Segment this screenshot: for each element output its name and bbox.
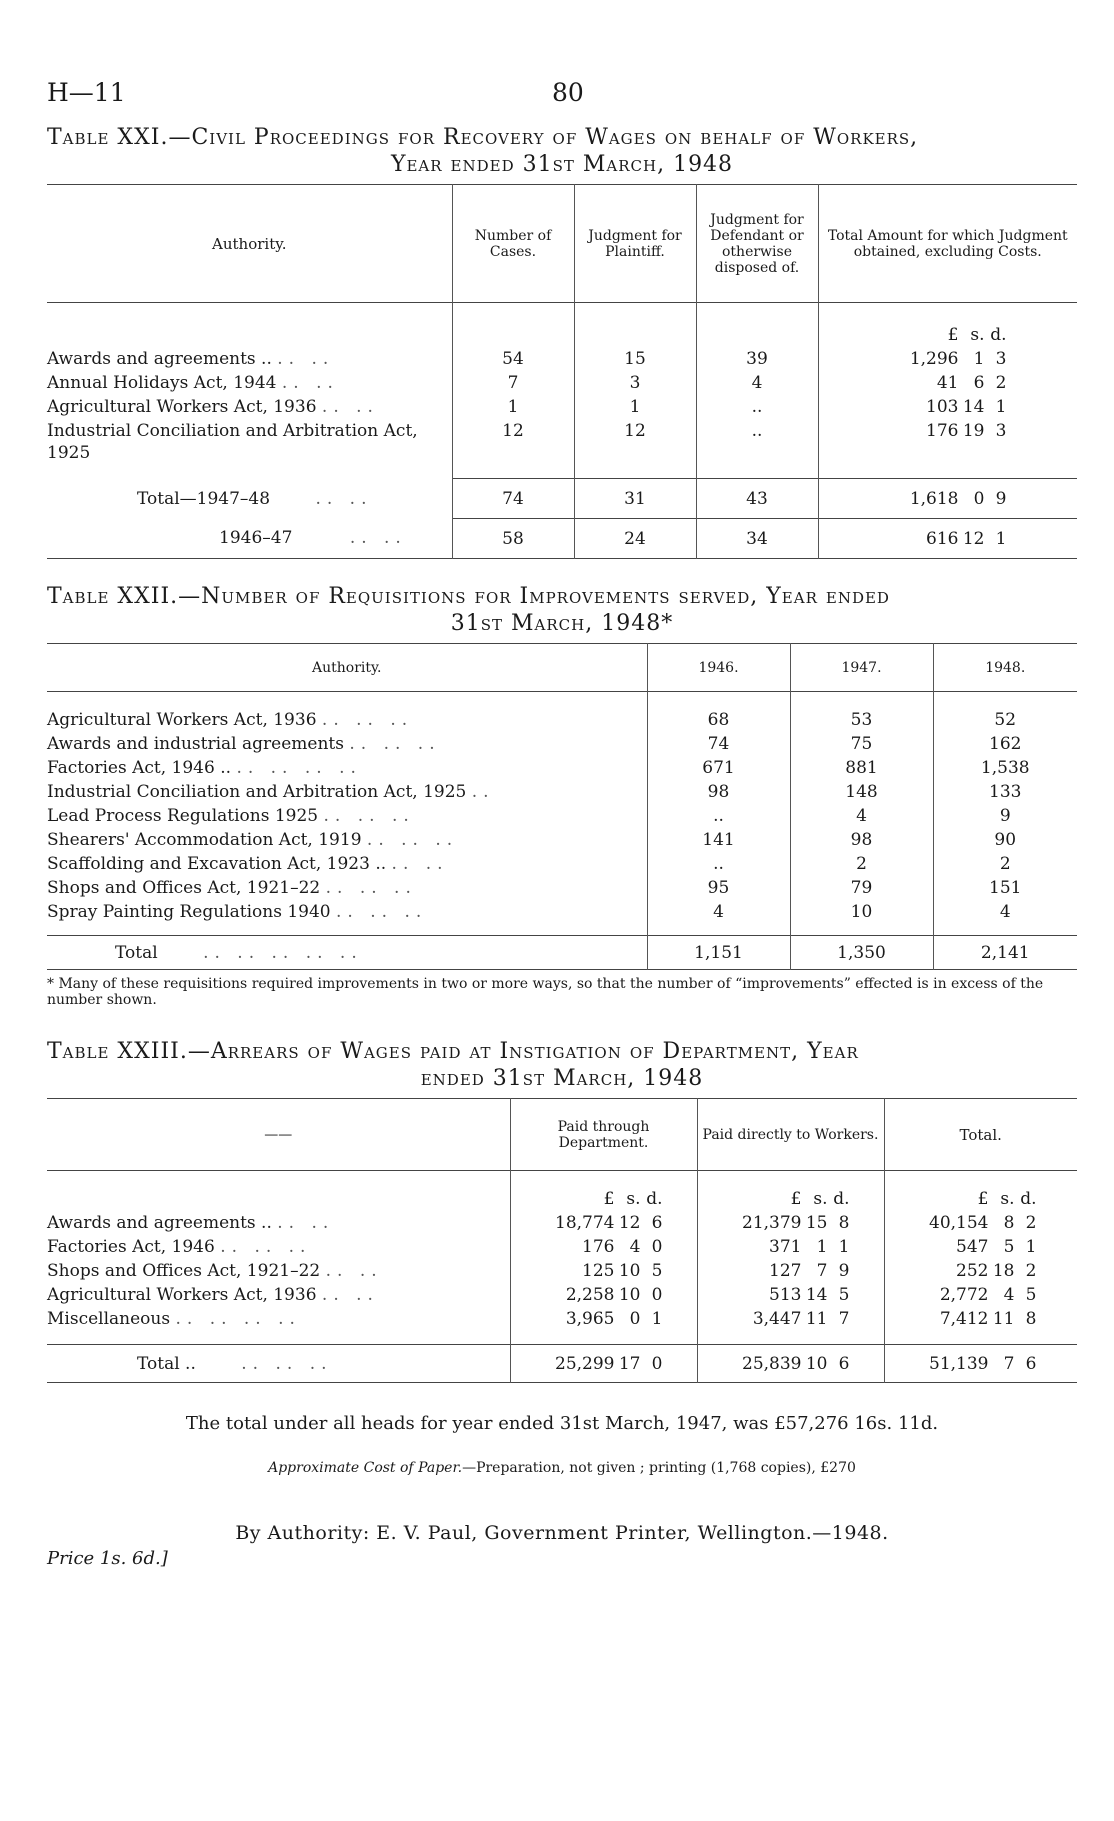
col-1946: 1946. [647, 644, 790, 692]
col-1948: 1948. [933, 644, 1077, 692]
table-row: Lead Process Regulations 1925 .. .. .. .. 4 9 [47, 804, 1077, 828]
col-total-amount: Total Amount for which Judgment obtained, excluding Costs. [818, 185, 1077, 303]
price-note: Price 1s. 6d.] [47, 1548, 168, 1569]
report-code: H—11 [47, 78, 126, 107]
table-row: Shearers' Accommodation Act, 1919 .. .. .. 141 98 90 [47, 828, 1077, 852]
col-paid-department: Paid through Department. [510, 1099, 697, 1171]
col-1947: 1947. [790, 644, 933, 692]
table-row: Agricultural Workers Act, 1936 .. .. .. 68 53 52 [47, 708, 1077, 732]
money-units: £ s. d. £ s. d. £ s. d. [47, 1171, 1077, 1211]
col-plaintiff: Judgment for Plaintiff. [574, 185, 696, 303]
cost-text: —Preparation, not given ; printing (1,768 copies), £270 [462, 1460, 856, 1476]
table-21 [47, 184, 1077, 559]
page-number: 80 [552, 78, 584, 107]
table-row: Industrial Conciliation and Arbitration Act, 1925 .. 98 148 133 [47, 780, 1077, 804]
col-authority: Authority. [312, 659, 382, 676]
total-row: Total—1947–48 .. .. 74 31 43 1,618 0 9 [47, 479, 1077, 519]
printer-imprint: By Authority: E. V. Paul, Government Printer, Wellington.—1948. [235, 1522, 889, 1544]
table-row: Awards and industrial agreements .. .. .. 74 75 162 [47, 732, 1077, 756]
table-row: Factories Act, 1946 .. .. .. 176 4 0 371 1 1 547 5 1 [47, 1235, 1077, 1259]
col-paid-workers: Paid directly to Workers. [697, 1099, 884, 1171]
col-total: Total. [884, 1099, 1077, 1171]
table-row: Industrial Conciliation and Arbitration Act, 1925 12 12 .. 176 19 3 [47, 419, 1077, 465]
table-22-footnote: * Many of these requisitions required improvements in two or more ways, so that the number of “improvements” effected is in excess of the number shown. [47, 976, 1044, 1008]
running-header [47, 78, 1077, 114]
table-row: Scaffolding and Excavation Act, 1923 .. .. .. .. 2 2 [47, 852, 1077, 876]
col-defendant: Judgment for Defendant or otherwise disposed of. [696, 185, 818, 303]
table-row: Spray Painting Regulations 1940 .. .. .. 4 10 4 [47, 900, 1077, 924]
table-row: Annual Holidays Act, 1944 .. .. 7 3 4 41 6 2 [47, 371, 1077, 395]
table-21-title: Table XXI.—Civil Proceedings for Recovery of Wages on behalf of Workers, Year ended 31st March, 1948 [47, 125, 919, 177]
table-22-title: Table XXII.—Number of Requisitions for Improvements served, Year ended 31st March, 1948* [47, 584, 890, 636]
table-23-title: Table XXIII.—Arrears of Wages paid at Instigation of Department, Year ended 31st March, 1948 [47, 1039, 859, 1091]
table-row: Agricultural Workers Act, 1936 .. .. 2,258 10 0 513 14 5 2,772 4 5 [47, 1283, 1077, 1307]
total-row: Total .. .. .. .. 25,299 17 0 25,839 10 6 51,139 7 6 [47, 1345, 1077, 1383]
table-row: Shops and Offices Act, 1921–22 .. .. 125 10 5 127 7 9 252 18 2 [47, 1259, 1077, 1283]
total-row: 1946–47 .. .. 58 24 34 616 12 1 [47, 519, 1077, 559]
table-row: Awards and agreements .. .. .. 18,774 12 6 21,379 15 8 40,154 8 2 [47, 1211, 1077, 1235]
col-blank: —— [264, 1126, 293, 1143]
summary-text: The total under all heads for year ended 31st March, 1947, was £57,276 16s. 11d. [185, 1413, 939, 1434]
table-row: Awards and agreements .. .. .. 54 15 39 1,296 1 3 [47, 347, 1077, 371]
col-cases: Number of Cases. [452, 185, 574, 303]
total-row: Total .. .. .. .. .. 1,151 1,350 2,141 [47, 936, 1077, 970]
table-row: Factories Act, 1946 .. .. .. .. .. 671 881 1,538 [47, 756, 1077, 780]
cost-label: Approximate Cost of Paper. [268, 1460, 463, 1476]
table-row: Miscellaneous .. .. .. .. 3,965 0 1 3,447 11 7 7,412 11 8 [47, 1307, 1077, 1331]
cost-of-paper [47, 1460, 1077, 1476]
document-page [47, 78, 1077, 1569]
table-row: Shops and Offices Act, 1921–22 .. .. .. 95 79 151 [47, 876, 1077, 900]
money-units: £ s. d. [818, 303, 1077, 347]
table-23 [47, 1098, 1077, 1383]
col-authority: Authority. [212, 234, 287, 253]
table-22 [47, 643, 1077, 970]
table-row: Agricultural Workers Act, 1936 .. .. 1 1 .. 103 14 1 [47, 395, 1077, 419]
